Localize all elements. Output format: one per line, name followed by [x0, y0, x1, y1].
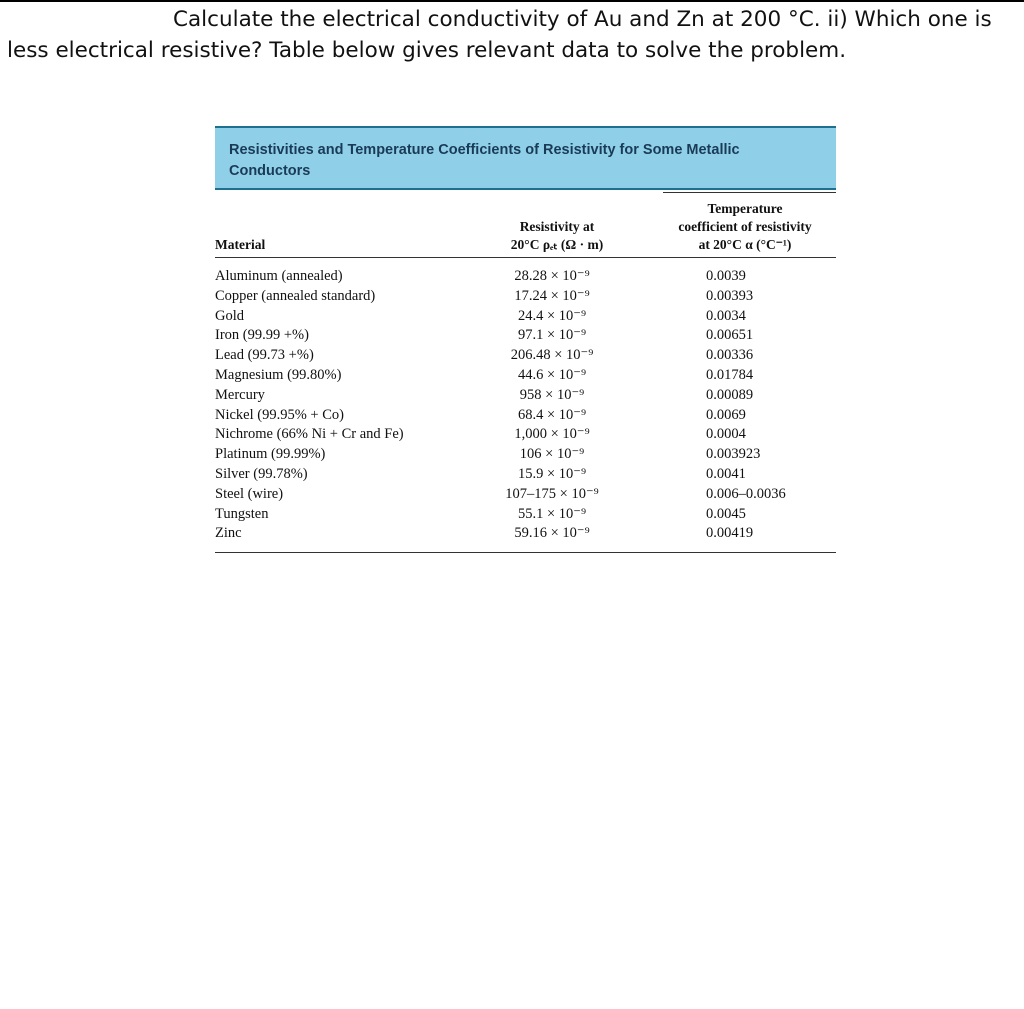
cell-coefficient: 0.0039 — [706, 268, 746, 284]
cell-material: Silver (99.78%) — [215, 465, 308, 482]
cell-material: Platinum (99.99%) — [215, 446, 326, 463]
cell-coefficient: 0.00393 — [706, 287, 754, 304]
cell-coefficient: 0.00336 — [706, 347, 754, 364]
table-row — [215, 445, 836, 465]
cell-resistivity: 106 × 10⁻⁹ — [519, 446, 585, 463]
cell-material: Aluminum (annealed) — [215, 268, 343, 284]
cell-resistivity: 24.4 × 10⁻⁹ — [517, 307, 586, 324]
table-row — [215, 346, 836, 366]
header-coefficient-line-1: Temperature — [707, 201, 783, 216]
table-row — [215, 326, 836, 346]
table-row — [215, 485, 836, 505]
cell-material: Iron (99.99 +%) — [215, 327, 309, 344]
cell-material: Lead (99.73 +%) — [215, 347, 314, 364]
cell-coefficient: 0.0004 — [706, 426, 746, 443]
cell-resistivity: 97.1 × 10⁻⁹ — [517, 327, 586, 344]
cell-material: Zinc — [215, 525, 242, 542]
table-row — [215, 465, 836, 485]
table-row — [215, 307, 836, 327]
cell-coefficient: 0.0034 — [706, 307, 746, 324]
cell-coefficient: 0.00419 — [706, 525, 754, 542]
table-row — [215, 524, 836, 544]
cell-resistivity: 15.9 × 10⁻⁹ — [517, 465, 586, 482]
resistivity-table-figure — [215, 126, 836, 542]
table-row — [215, 287, 836, 307]
table-row — [215, 505, 836, 525]
top-divider — [0, 0, 1024, 2]
table-caption — [215, 126, 836, 190]
table-caption-text: Resistivities and Temperature Coefficients of Resistivity for Some Metallic Conductors — [229, 142, 740, 179]
header-resistivity — [497, 218, 617, 254]
cell-material: Gold — [215, 307, 244, 324]
cell-coefficient: 0.01784 — [706, 366, 754, 383]
cell-coefficient: 0.003923 — [706, 446, 761, 463]
header-material — [215, 236, 265, 254]
question-line-2: less electrical resistive? Table below gives relevant data to solve the problem. — [7, 38, 847, 63]
cell-resistivity: 59.16 × 10⁻⁹ — [514, 525, 590, 542]
cell-resistivity: 958 × 10⁻⁹ — [519, 386, 585, 403]
table-row — [215, 425, 836, 445]
cell-resistivity: 107–175 × 10⁻⁹ — [505, 485, 599, 502]
cell-resistivity: 206.48 × 10⁻⁹ — [510, 347, 594, 364]
header-coefficient-line-3: at 20°C α (°C⁻¹) — [698, 237, 792, 252]
cell-resistivity: 55.1 × 10⁻⁹ — [517, 505, 586, 522]
table-row — [215, 267, 836, 287]
cell-coefficient: 0.00651 — [706, 327, 754, 344]
table-row — [215, 386, 836, 406]
header-resistivity-line-1: Resistivity at — [519, 219, 595, 234]
cell-material: Magnesium (99.80%) — [215, 366, 342, 383]
header-top-rule — [663, 192, 836, 193]
header-bottom-rule — [215, 257, 836, 258]
cell-resistivity: 44.6 × 10⁻⁹ — [517, 366, 586, 383]
cell-material: Copper (annealed standard) — [215, 287, 376, 304]
cell-resistivity: 28.28 × 10⁻⁹ — [514, 268, 590, 284]
cell-resistivity: 68.4 × 10⁻⁹ — [517, 406, 586, 423]
cell-material: Tungsten — [215, 505, 269, 522]
header-coefficient-line-2: coefficient of resistivity — [678, 219, 812, 234]
cell-coefficient: 0.0041 — [706, 465, 746, 482]
table-bottom-rule — [215, 552, 836, 553]
cell-coefficient: 0.0069 — [706, 406, 746, 423]
header-coefficient — [655, 200, 835, 254]
question-text — [7, 4, 1017, 66]
cell-material: Mercury — [215, 386, 265, 403]
cell-material: Steel (wire) — [215, 485, 284, 502]
cell-coefficient: 0.006–0.0036 — [706, 485, 786, 502]
cell-material: Nichrome (66% Ni + Cr and Fe) — [215, 426, 404, 443]
cell-resistivity: 17.24 × 10⁻⁹ — [514, 287, 590, 304]
cell-resistivity: 1,000 × 10⁻⁹ — [514, 426, 590, 443]
table-body — [215, 267, 836, 544]
cell-coefficient: 0.00089 — [706, 386, 754, 403]
table-row — [215, 406, 836, 426]
cell-material: Nickel (99.95% + Co) — [215, 406, 344, 423]
header-resistivity-line-2: 20°C ρₑₜ (Ω · m) — [510, 237, 604, 252]
cell-coefficient: 0.0045 — [706, 505, 746, 522]
header-material-label: Material — [215, 237, 266, 252]
question-line-1: Calculate the electrical conductivity of Au and Zn at 200 °C. ii) Which one is — [173, 7, 992, 32]
table-row — [215, 366, 836, 386]
